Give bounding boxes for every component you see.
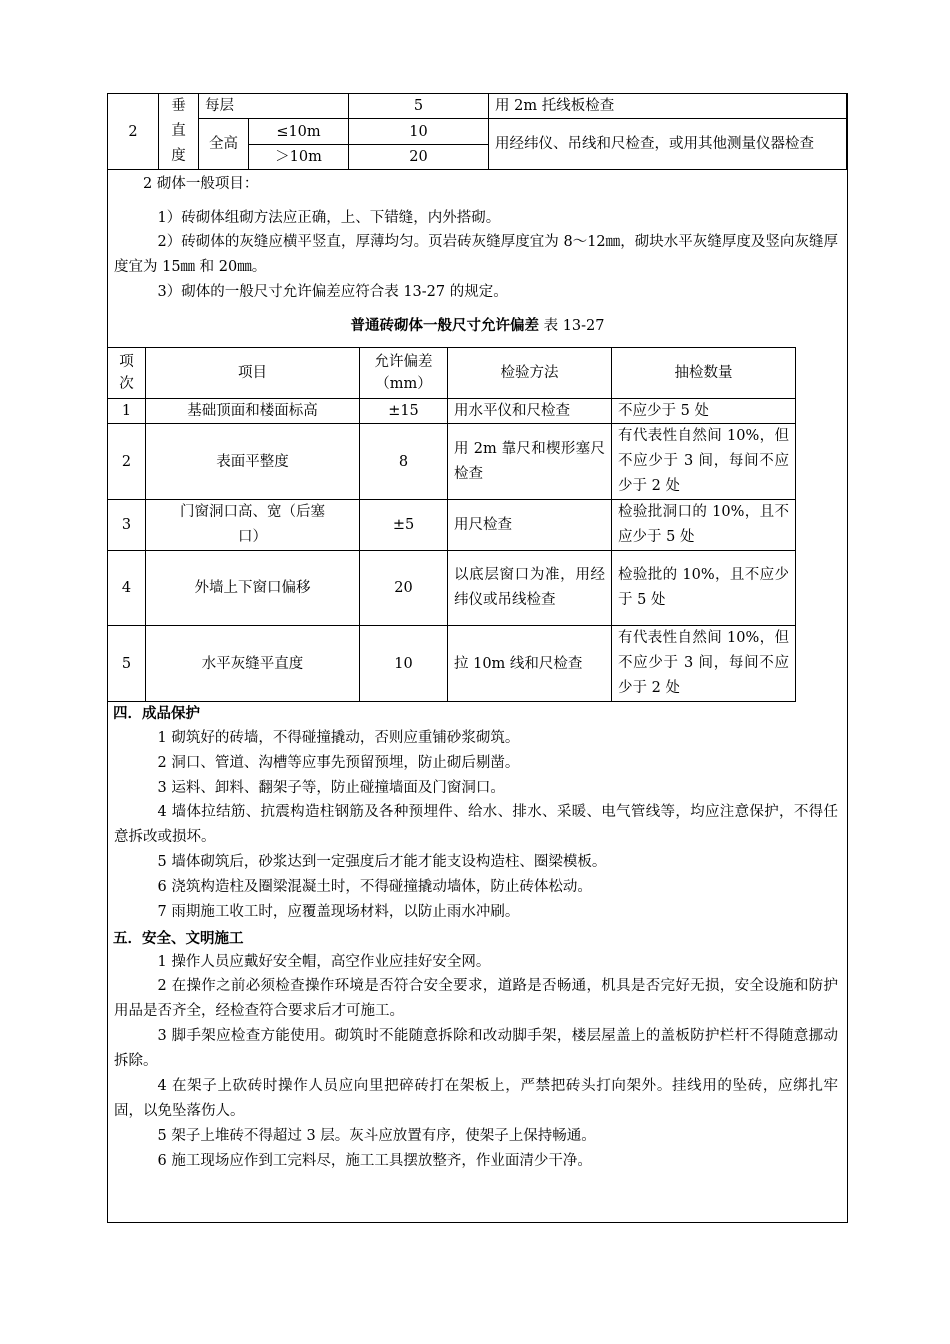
cell-no: 2 <box>108 424 146 500</box>
cell-no: 3 <box>108 500 146 551</box>
cell-item: 水平灰缝平直度 <box>146 626 360 702</box>
section4-item: 7 雨期施工收工时，应覆盖现场材料，以防止雨水冲刷。 <box>157 904 520 920</box>
cell-label: 全高 <box>199 119 249 170</box>
table-row <box>108 500 796 551</box>
cell-method: 用水平仪和尺检查 <box>448 399 612 424</box>
general-heading: 2 砌体一般项目： <box>143 176 259 192</box>
section4-item: 1 砌筑好的砖墙，不得碰撞撬动，否则应重铺砂浆砌筑。 <box>157 730 520 746</box>
section5-title: 五．安全、文明施工 <box>113 930 244 947</box>
item-name: 垂 直 度 <box>159 94 199 170</box>
cell-method: 用 2m 靠尺和楔形塞尺检查 <box>448 424 612 500</box>
general-item: 3）砌体的一般尺寸允许偏差应符合表 13-27 的规定。 <box>157 284 508 300</box>
cell-no: 5 <box>108 626 146 702</box>
cell-value: 5 <box>349 94 489 119</box>
cell-qty: 有代表性自然间 10%，但不应少于 3 间，每间不应少于 2 处 <box>612 424 796 500</box>
caption-title: 普通砖砌体一般尺寸允许偏差 <box>350 317 539 334</box>
caption-number: 表 13-27 <box>543 318 605 334</box>
cell-sub: ≤10m <box>249 119 349 145</box>
row-number: 2 <box>108 94 159 170</box>
cell-qty: 检验批洞口的 10%，且不应少于 5 处 <box>612 500 796 551</box>
header-cell: 允许偏差 （mm） <box>360 348 448 399</box>
section4-item: 5 墙体砌筑后，砂浆达到一定强度后才能才能支设构造柱、圈梁模板。 <box>157 854 607 870</box>
cell-qty: 有代表性自然间 10%，但不应少于 3 间，每间不应少于 2 处 <box>612 626 796 702</box>
cell-no: 1 <box>108 399 146 424</box>
section5-item: 2 在操作之前必须检查操作环境是否符合安全要求，道路是否畅通，机具是否完好无损，安全设施和防护用品是否齐全，经检查符合要求后才可施工。 <box>114 978 838 1019</box>
section4-item: 4 墙体拉结筋、抗震构造柱钢筋及各种预埋件、给水、排水、采暖、电气管线等，均应注意保护，不得任意拆改或损坏。 <box>114 804 838 845</box>
cell-dev: ±5 <box>360 500 448 551</box>
table-row <box>108 424 796 500</box>
cell-label: 每层 <box>199 94 349 119</box>
cell-item: 外墙上下窗口偏移 <box>146 551 360 626</box>
section5-item: 5 架子上堆砖不得超过 3 层。灰斗应放置有序，使架子上保持畅通。 <box>157 1128 596 1144</box>
verticality-table <box>107 93 847 170</box>
section5-item: 6 施工现场应作到工完料尽，施工工具摆放整齐，作业面清少干净。 <box>157 1153 592 1169</box>
cell-qty: 检验批的 10%，且不应少于 5 处 <box>612 551 796 626</box>
general-item: 2）砖砌体的灰缝应横平竖直，厚薄均匀。页岩砖灰缝厚度宜为 8～12㎜，砌块水平灰缝厚度及竖向灰缝厚度宜为 15㎜ 和 20㎜。 <box>114 234 838 275</box>
cell-value: 10 <box>349 119 489 145</box>
cell-value: 20 <box>349 145 489 170</box>
table-caption <box>107 316 848 336</box>
table-header-row <box>108 348 796 399</box>
cell-method: 用经纬仪、吊线和尺检查，或用其他测量仪器检查 <box>489 119 847 170</box>
section4-item: 6 浇筑构造柱及圈梁混凝土时，不得碰撞撬动墙体，防止砖体松动。 <box>157 879 592 895</box>
cell-qty: 不应少于 5 处 <box>612 399 796 424</box>
table-row <box>108 626 796 702</box>
section4-title: 四．成品保护 <box>113 705 200 722</box>
header-cell: 项 次 <box>108 348 146 399</box>
cell-method: 拉 10m 线和尺检查 <box>448 626 612 702</box>
cell-item: 基础顶面和楼面标高 <box>146 399 360 424</box>
general-item: 1）砖砌体组砌方法应正确，上、下错缝，内外搭砌。 <box>157 210 501 226</box>
section5-item: 1 操作人员应戴好安全帽，高空作业应挂好安全网。 <box>157 954 491 970</box>
cell-sub: ＞10m <box>249 145 349 170</box>
section5-item: 3 脚手架应检查方能使用。砌筑时不能随意拆除和改动脚手架，楼层屋盖上的盖板防护栏杆不得随意挪动拆除。 <box>114 1028 838 1069</box>
tolerance-table <box>107 347 796 702</box>
cell-dev: 20 <box>360 551 448 626</box>
section4-item: 3 运料、卸料、翻架子等，防止碰撞墙面及门窗洞口。 <box>157 780 505 796</box>
cell-item: 门窗洞口高、宽（后塞口） <box>146 500 360 551</box>
section5-item: 4 在架子上砍砖时操作人员应向里把碎砖打在架板上，严禁把砖头打向架外。挂线用的坠砖，应绑扎牢固，以免坠落伤人。 <box>114 1078 838 1119</box>
cell-dev: ±15 <box>360 399 448 424</box>
cell-dev: 10 <box>360 626 448 702</box>
cell-no: 4 <box>108 551 146 626</box>
cell-method: 以底层窗口为准，用经纬仪或吊线检查 <box>448 551 612 626</box>
section4-item: 2 洞口、管道、沟槽等应事先预留预埋，防止砌后剔凿。 <box>157 755 520 771</box>
table-row <box>108 399 796 424</box>
cell-method: 用尺检查 <box>448 500 612 551</box>
cell-method: 用 2m 托线板检查 <box>489 94 847 119</box>
header-cell: 抽检数量 <box>612 348 796 399</box>
header-cell: 检验方法 <box>448 348 612 399</box>
cell-item: 表面平整度 <box>146 424 360 500</box>
cell-dev: 8 <box>360 424 448 500</box>
header-cell: 项目 <box>146 348 360 399</box>
table-row <box>108 551 796 626</box>
